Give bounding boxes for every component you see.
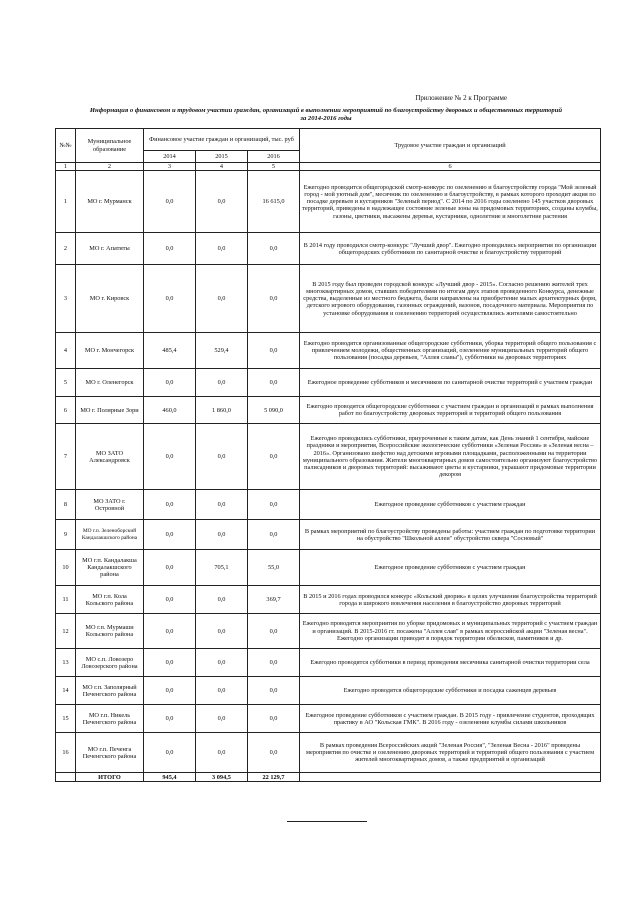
- header-municipality: Муниципальное образование: [76, 129, 144, 163]
- row-number: 8: [56, 490, 76, 520]
- municipality-cell: МО г. Кировск: [76, 265, 144, 333]
- value-2015: 0,0: [196, 649, 248, 677]
- value-2016: 369,7: [248, 586, 300, 614]
- col-number: 2: [76, 163, 144, 171]
- municipality-cell: МО г. Апатиты: [76, 233, 144, 265]
- row-number: 6: [56, 397, 76, 424]
- table-row: [56, 233, 601, 265]
- table-row: [56, 397, 601, 424]
- row-number: 10: [56, 550, 76, 586]
- table-row: [56, 550, 601, 586]
- total-row: [56, 773, 601, 782]
- value-2014: 0,0: [144, 369, 196, 397]
- value-2015: 0,0: [196, 233, 248, 265]
- labor-description: Ежегодно проводятся общегородские субботники с участием граждан и организаций в рамках выполнения работ по благоустройству дворовых территорий и территорий общего пользования: [300, 397, 601, 424]
- table-row: [56, 520, 601, 550]
- municipality-cell: МО г. Мончегорск: [76, 333, 144, 369]
- row-number: 15: [56, 705, 76, 733]
- table-row: [56, 586, 601, 614]
- municipality-cell: МО г.п. Зеленоборский Кандалакшского района: [76, 520, 144, 550]
- labor-description: В 2014 году проводился смотр-конкурс "Лучший двор". Ежегодно проводились мероприятия по организации общегородских субботников по санитарной очистке и благоустройству территорий: [300, 233, 601, 265]
- value-2014: 0,0: [144, 586, 196, 614]
- col-number: 4: [196, 163, 248, 171]
- title-line-1: Информация о финансовом и трудовом участии граждан, организаций в выполнении мероприятий по благоустройству дворовых и общественных территорий: [89, 107, 563, 114]
- value-2016: 0,0: [248, 614, 300, 649]
- value-2015: 0,0: [196, 614, 248, 649]
- labor-description: В рамках мероприятий по благоустройству проведены работы: участием граждан по подготовке территории на обустройство "Школьной аллеи" обустройство сквера "Сосновый": [300, 520, 601, 550]
- value-2015: 0,0: [196, 424, 248, 490]
- row-number: 11: [56, 586, 76, 614]
- value-2016: 0,0: [248, 649, 300, 677]
- labor-description: В рамках проведения Всероссийских акций "Зеленая Россия", "Зеленая Весна - 2016" проведены мероприятия по очистке и озеленению дворовых территорий и территорий общего пользования с участием жителей многоквартирных домов, а также предприятий и организаций: [300, 733, 601, 773]
- value-2015: 705,1: [196, 550, 248, 586]
- value-2016: 16 615,0: [248, 171, 300, 233]
- labor-description: Ежегодно проводятся субботники в период проведения месячника санитарной очистки территории села: [300, 649, 601, 677]
- value-2015: 0,0: [196, 705, 248, 733]
- value-2015: 0,0: [196, 265, 248, 333]
- table-row: [56, 424, 601, 490]
- value-2014: 0,0: [144, 677, 196, 705]
- table-row: [56, 614, 601, 649]
- row-number: 13: [56, 649, 76, 677]
- labor-description: Ежегодное проведение субботников с участием граждан. В 2015 году - привлечение студентов, проходящих практику в АО "Кольская ГМК". В 2016 году - озеленение клумбы силами школьников: [300, 705, 601, 733]
- labor-description: Ежегодно проводились субботники, приуроченные к таким датам, как День знаний 1 сентября, майские праздники и мероприятия, Всероссийские экологические субботники «Зеленая Россия» и «Зеленая весна – 2016». Организовано шефство над детскими игровыми площадками, расположенными на территории муниципального образования. Жители многоквартирных домов самостоятельно организуют благоустройство палисадников и дворовых территорий: высаживают цветы и кустарники, украшают придомовые территории декором: [300, 424, 601, 490]
- col-number: 6: [300, 163, 601, 171]
- value-2014: 0,0: [144, 520, 196, 550]
- row-number: 9: [56, 520, 76, 550]
- municipality-cell: МО г.п. Мурмаши Кольского района: [76, 614, 144, 649]
- row-number: 14: [56, 677, 76, 705]
- value-2016: 0,0: [248, 424, 300, 490]
- labor-description: Ежегодное проведение субботников и месячников по санитарной очистке территорий с участием граждан: [300, 369, 601, 397]
- header-labor: Трудовое участие граждан и организаций: [300, 129, 601, 163]
- table-row: [56, 705, 601, 733]
- total-labor-empty: [300, 773, 601, 782]
- header-no: №№: [56, 129, 76, 163]
- municipality-cell: МО г.п. Никель Печенгского района: [76, 705, 144, 733]
- municipality-cell: МО г. Полярные Зори: [76, 397, 144, 424]
- value-2016: 0,0: [248, 490, 300, 520]
- value-2016: 0,0: [248, 233, 300, 265]
- value-2014: 0,0: [144, 265, 196, 333]
- appendix-label: Приложение № 2 к Программе: [415, 94, 507, 102]
- header-financial: Финансовое участие граждан и организаций, тыс. руб: [144, 129, 300, 151]
- value-2014: 0,0: [144, 550, 196, 586]
- value-2014: 485,4: [144, 333, 196, 369]
- row-number: 4: [56, 333, 76, 369]
- table-row: [56, 333, 601, 369]
- municipality-cell: МО г.п. Печенга Печенгского района: [76, 733, 144, 773]
- value-2014: 0,0: [144, 424, 196, 490]
- row-number: 3: [56, 265, 76, 333]
- header-2015: 2015: [196, 151, 248, 163]
- value-2015: 0,0: [196, 490, 248, 520]
- value-2016: 0,0: [248, 369, 300, 397]
- municipality-cell: МО г.п. Заполярный Печенгского района: [76, 677, 144, 705]
- labor-description: Ежегодное проведение субботников с участием граждан: [300, 550, 601, 586]
- value-2015: 529,4: [196, 333, 248, 369]
- value-2014: 0,0: [144, 233, 196, 265]
- value-2014: 0,0: [144, 490, 196, 520]
- value-2014: 0,0: [144, 733, 196, 773]
- value-2014: 460,0: [144, 397, 196, 424]
- header-2016: 2016: [248, 151, 300, 163]
- row-number: 5: [56, 369, 76, 397]
- value-2015: 0,0: [196, 677, 248, 705]
- row-number: 16: [56, 733, 76, 773]
- value-2016: 5 090,0: [248, 397, 300, 424]
- municipality-cell: МО г.п. Кандалакша Кандалакшского района: [76, 550, 144, 586]
- col-number: 5: [248, 163, 300, 171]
- labor-description: Ежегодно проводится общегородской смотр-конкурс по озеленению и благоустройству города "Мой зеленый город - мой уютный дом", месячник по озеленению и благоустройству, в рамках которого проходит акция по посадке деревьев и кустарников "Зеленый период". С 2014 по 2016 годы озеленено 145 участков дворовых территорий, приведены в надлежащее состояние зеленые зоны на придомовых территориях, созданы клумбы, газоны, цветники, высажены деревья, кустарники, однолетние и многолетние растения: [300, 171, 601, 233]
- document-title: [56, 107, 596, 124]
- total-empty-cell: [56, 773, 76, 782]
- total-2014: 945,4: [144, 773, 196, 782]
- labor-description: Ежегодно проводятся мероприятия по уборке придомовых и муниципальных территорий с участием граждан и организаций. В 2015-2016 гг. посажена "Аллея слав" в рамках всероссийской акции "Зеленая весна". Ежегодно организации приводят в порядок территории обелисков, памятников и др.: [300, 614, 601, 649]
- labor-description: Ежегодно проводятся организованные общегородские субботники, уборка территорий общего пользования с привлечением молодежи, общественных организаций, озеленение муниципальных территорий общего пользования (посадка деревьев, "Аллея славы"), субботники на дворовых территориях: [300, 333, 601, 369]
- row-number: 12: [56, 614, 76, 649]
- participation-table: [55, 128, 601, 782]
- value-2016: 55,0: [248, 550, 300, 586]
- value-2016: 0,0: [248, 265, 300, 333]
- table-row: [56, 171, 601, 233]
- value-2016: 0,0: [248, 677, 300, 705]
- value-2014: 0,0: [144, 649, 196, 677]
- col-number: 3: [144, 163, 196, 171]
- table-row: [56, 369, 601, 397]
- value-2015: 0,0: [196, 369, 248, 397]
- labor-description: В 2015 и 2016 годах проводился конкурс «Кольский дворик» в целях улучшения благоустройства территорий города и широкого вовлечения населения в благоустройство дворовых территорий: [300, 586, 601, 614]
- municipality-cell: МО ЗАТО г. Островной: [76, 490, 144, 520]
- table-row: [56, 677, 601, 705]
- row-number: 7: [56, 424, 76, 490]
- value-2016: 0,0: [248, 705, 300, 733]
- value-2016: 0,0: [248, 733, 300, 773]
- table-row: [56, 733, 601, 773]
- value-2014: 0,0: [144, 614, 196, 649]
- value-2016: 0,0: [248, 520, 300, 550]
- col-number: 1: [56, 163, 76, 171]
- value-2014: 0,0: [144, 171, 196, 233]
- footer-divider: [287, 821, 367, 822]
- table-row: [56, 490, 601, 520]
- value-2016: 0,0: [248, 333, 300, 369]
- value-2015: 0,0: [196, 733, 248, 773]
- municipality-cell: МО г. Оленегорск: [76, 369, 144, 397]
- row-number: 1: [56, 171, 76, 233]
- value-2014: 0,0: [144, 705, 196, 733]
- table-row: [56, 649, 601, 677]
- value-2015: 0,0: [196, 171, 248, 233]
- row-number: 2: [56, 233, 76, 265]
- municipality-cell: МО г. Мурманск: [76, 171, 144, 233]
- table-row: [56, 265, 601, 333]
- header-2014: 2014: [144, 151, 196, 163]
- value-2015: 0,0: [196, 520, 248, 550]
- total-2016: 22 129,7: [248, 773, 300, 782]
- municipality-cell: МО ЗАТО Александровск: [76, 424, 144, 490]
- value-2015: 0,0: [196, 586, 248, 614]
- total-2015: 3 094,5: [196, 773, 248, 782]
- labor-description: Ежегодное проведение субботников с участием граждан: [300, 490, 601, 520]
- municipality-cell: МО с.п. Ловозеро Ловозерского района: [76, 649, 144, 677]
- municipality-cell: МО г.п. Кола Кольского района: [76, 586, 144, 614]
- labor-description: Ежегодно проводятся общегородские субботники и посадка саженцев деревьев: [300, 677, 601, 705]
- labor-description: В 2015 году был проведен городской конкурс «Лучший двор - 2015». Согласно решению жителей трех многоквартирных домов, ставших победителями по итогам двух этапов проведенного Конкурса, денежные средства, выделенные из местного бюджета, были направлены на приобретение малых архитектурных форм, детского игрового оборудования, газонных ограждений, вазонов, посадочного материала. Мероприятия по установке оборудования и озеленению территорий осуществлялись жителями самостоятельно: [300, 265, 601, 333]
- total-label: ИТОГО: [76, 773, 144, 782]
- title-line-2: за 2014-2016 годы: [300, 115, 352, 123]
- value-2015: 1 860,0: [196, 397, 248, 424]
